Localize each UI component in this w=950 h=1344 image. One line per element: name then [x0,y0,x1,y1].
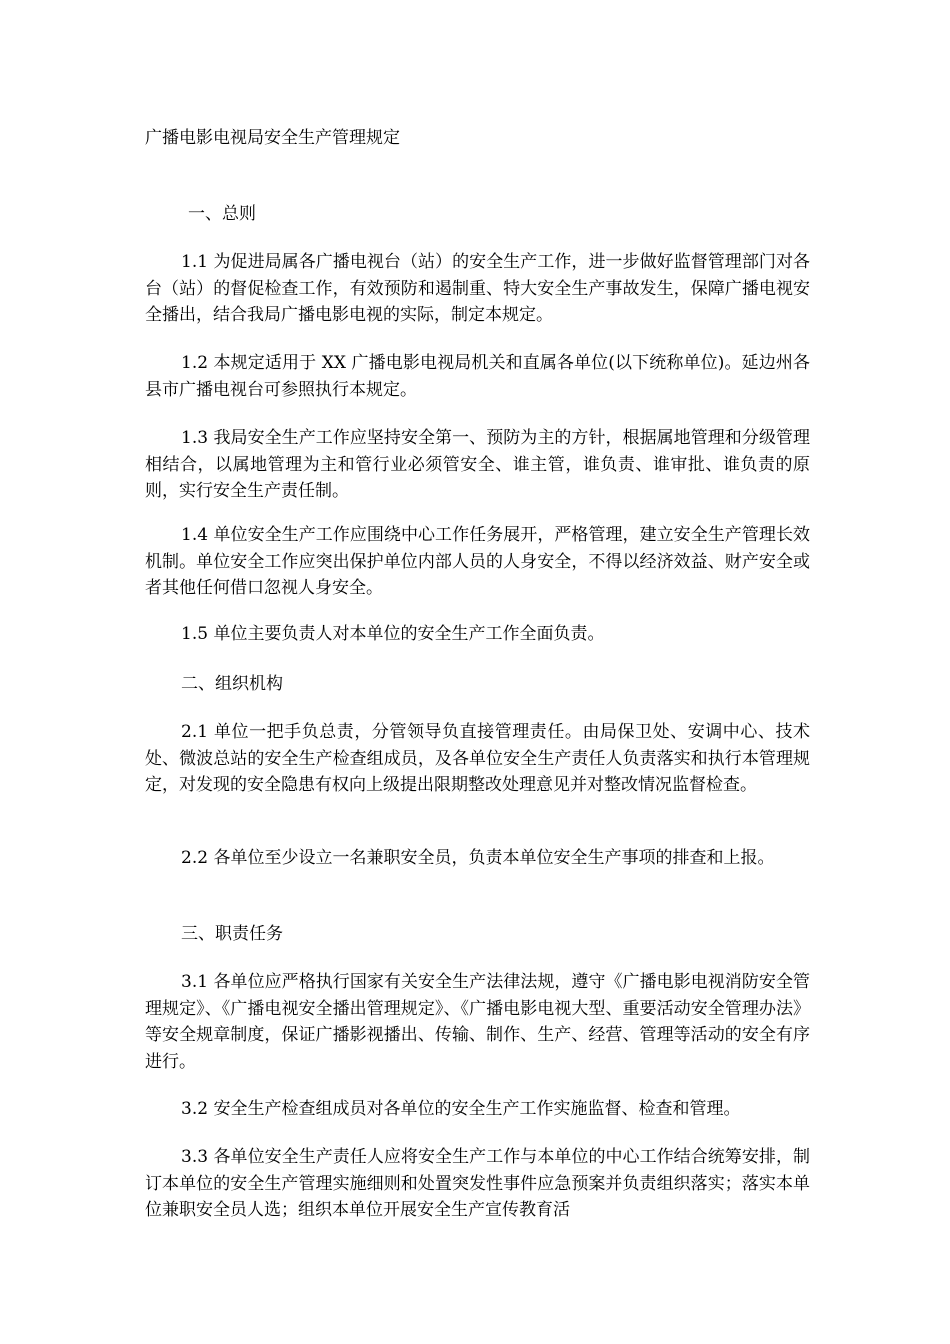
paragraph-1-2: 1.2 本规定适用于 XX 广播电影电视局机关和直属各单位(以下统称单位)。延边州各县市广播电视台可参照执行本规定。 [145,353,810,400]
section-heading-general: 一、总则 [188,204,256,224]
paragraph-1-3: 1.3 我局安全生产工作应坚持安全第一、预防为主的方针，根据属地管理和分级管理相结合，以属地管理为主和管行业必须管安全、谁主管，谁负责、谁审批、谁负责的原则，实行安全生产责任制。 [145,428,810,501]
document-title: 广播电影电视局安全生产管理规定 [145,128,400,148]
paragraph-1-5: 1.5 单位主要负责人对本单位的安全生产工作全面负责。 [181,624,605,644]
paragraph-3-3: 3.3 各单位安全生产责任人应将安全生产工作与本单位的中心工作结合统筹安排，制订本单位的安全生产管理实施细则和处置突发性事件应急预案并负责组织落实；落实本单位兼职安全员人选；组织本单位开展安全生产宣传教育活 [145,1147,810,1220]
section-heading-organization: 二、组织机构 [181,674,283,694]
paragraph-3-1: 3.1 各单位应严格执行国家有关安全生产法律法规，遵守《广播电影电视消防安全管理规定》、《广播电视安全播出管理规定》、《广播电影电视大型、重要活动安全管理办法》等安全规章制度，保证广播影视播出、传输、制作、生产、经营、管理等活动的安全有序进行。 [145,972,810,1072]
paragraph-2-2: 2.2 各单位至少设立一名兼职安全员，负责本单位安全生产事项的排查和上报。 [181,848,775,868]
paragraph-1-4: 1.4 单位安全生产工作应围绕中心工作任务展开，严格管理，建立安全生产管理长效机制。单位安全工作应突出保护单位内部人员的人身安全，不得以经济效益、财产安全或者其他任何借口忽视人身安全。 [145,525,810,598]
section-heading-duties: 三、职责任务 [181,924,283,944]
paragraph-3-2: 3.2 安全生产检查组成员对各单位的安全生产工作实施监督、检查和管理。 [181,1099,741,1119]
paragraph-1-1: 1.1 为促进局属各广播电视台（站）的安全生产工作，进一步做好监督管理部门对各台（站）的督促检查工作，有效预防和遏制重、特大安全生产事故发生，保障广播电视安全播出，结合我局广播电影电视的实际，制定本规定。 [145,252,810,325]
paragraph-2-1: 2.1 单位一把手负总责，分管领导负直接管理责任。由局保卫处、安调中心、技术处、微波总站的安全生产检查组成员，及各单位安全生产责任人负责落实和执行本管理规定，对发现的安全隐患有权向上级提出限期整改处理意见并对整改情况监督检查。 [145,722,810,795]
